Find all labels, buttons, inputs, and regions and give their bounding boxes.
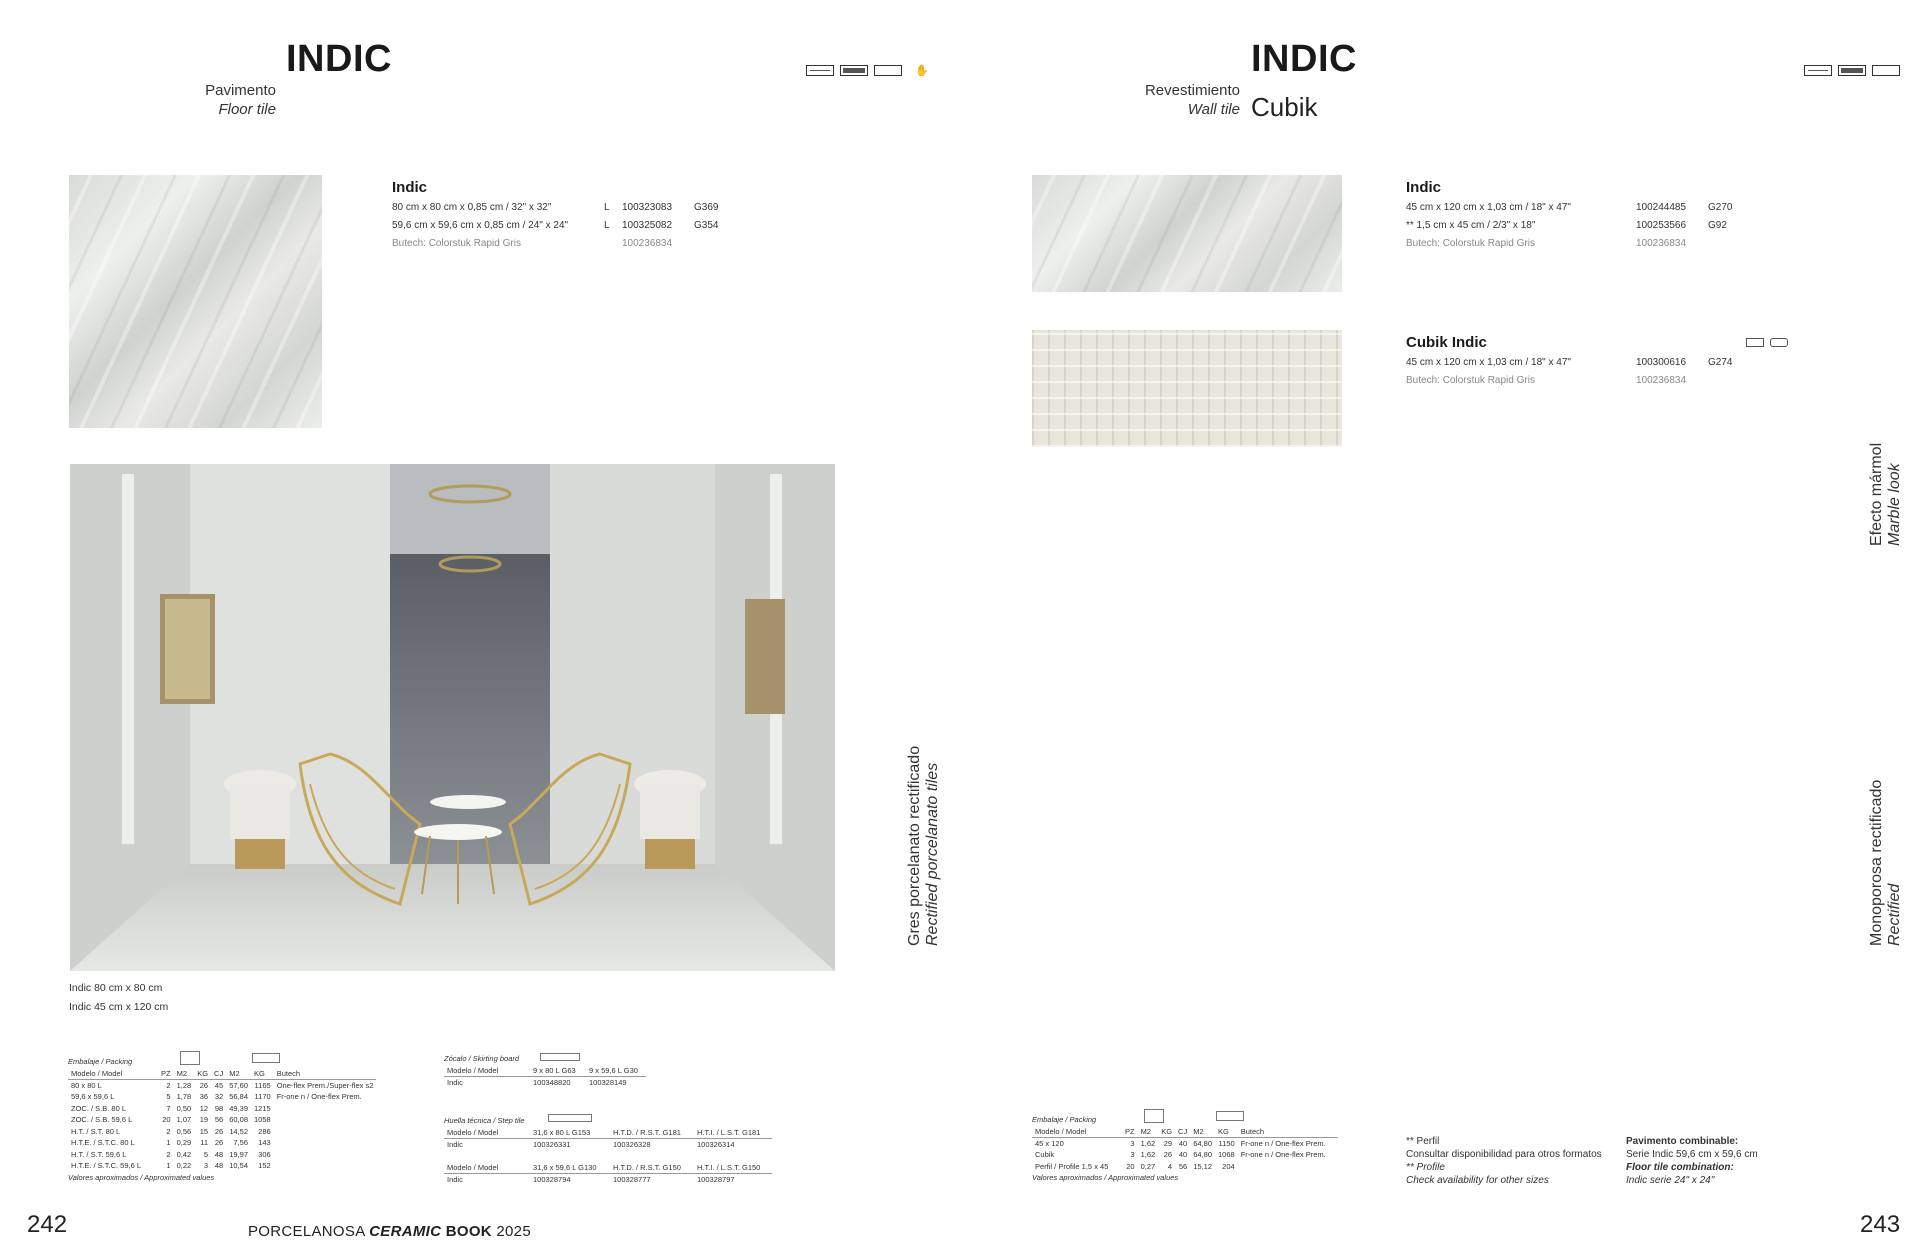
wall-small-icon xyxy=(1746,338,1764,347)
butech-code: 100236834 xyxy=(622,238,673,249)
cell: 100348820 xyxy=(533,1078,571,1087)
right-vertical-label-top xyxy=(1868,443,1904,546)
cell: 100326314 xyxy=(697,1140,735,1149)
cell: 19 xyxy=(199,1115,209,1125)
cell: Fr-one n / One-flex Prem. xyxy=(276,1092,362,1102)
cell: 20 xyxy=(162,1115,171,1125)
cell: 2 xyxy=(166,1081,171,1090)
combination-note xyxy=(1626,1135,1758,1187)
cell: 5 xyxy=(166,1092,171,1102)
cell: 1,78 xyxy=(176,1092,192,1102)
cell: 143 xyxy=(258,1138,271,1148)
vertical-label-en: Marble look xyxy=(1886,463,1903,546)
cell: 29 xyxy=(1163,1139,1173,1148)
caption-line: Indic 80 cm x 80 cm xyxy=(69,982,163,994)
cell: 64,80 xyxy=(1193,1150,1212,1160)
table-row xyxy=(1032,1138,1338,1150)
spec-flag: L xyxy=(604,220,610,231)
floor-icon xyxy=(806,65,834,76)
col-header: Modelo / Model xyxy=(444,1127,530,1139)
cell: 5 xyxy=(203,1149,209,1159)
col-header: Modelo / Model xyxy=(444,1065,530,1077)
cell: 0,29 xyxy=(176,1138,192,1148)
cell: 100328794 xyxy=(533,1174,571,1184)
spec-row-butech xyxy=(1406,372,1736,390)
butech-code: 100236834 xyxy=(1636,375,1687,386)
left-subtitle-en: Floor tile xyxy=(218,101,276,118)
cell: 1058 xyxy=(254,1115,271,1125)
cubik-indic-tile-swatch xyxy=(1032,330,1342,447)
cell: 4 xyxy=(1167,1161,1173,1171)
cell: One-flex Prem./Super-flex s2 xyxy=(276,1081,374,1090)
left-series-title: INDIC xyxy=(286,38,392,80)
cell: H.T.E. / S.T.C. 80 L xyxy=(71,1138,135,1148)
cell: 1,07 xyxy=(176,1115,192,1125)
right-product-name-1: Indic xyxy=(1406,179,1442,196)
cell xyxy=(274,1103,377,1115)
cell: 1 xyxy=(166,1161,171,1171)
cell: 15 xyxy=(199,1126,209,1136)
hand-icon: ✋ xyxy=(915,65,929,77)
interior-illustration xyxy=(70,464,835,971)
step-table-block xyxy=(444,1116,772,1185)
cell: 59,6 x 59,6 L xyxy=(71,1092,115,1102)
col-header: CJ xyxy=(211,1068,226,1080)
cell: 26 xyxy=(214,1138,224,1148)
cell: 7,56 xyxy=(233,1138,248,1148)
col-header: CJ xyxy=(1175,1126,1190,1138)
brand-ceramic: CERAMIC xyxy=(369,1223,442,1240)
cell: 26 xyxy=(1163,1150,1173,1160)
left-packing-table-block xyxy=(68,1057,376,1182)
cell: 14,52 xyxy=(229,1126,248,1136)
vertical-label-es: Monoporosa rectificado xyxy=(1868,779,1885,946)
cell: H.T. / S.T. 80 L xyxy=(71,1126,121,1136)
cell: 57,60 xyxy=(229,1081,248,1090)
right-product-2-specs xyxy=(1406,354,1736,390)
butech-code: 100236834 xyxy=(1636,238,1687,249)
right-product-1-specs xyxy=(1406,199,1736,253)
butech-label: Butech: Colorstuk Rapid Gris xyxy=(1406,238,1535,249)
spec-flag: L xyxy=(604,202,610,213)
table-row xyxy=(68,1080,376,1092)
right-icon-row xyxy=(1804,65,1900,76)
cell: 36 xyxy=(199,1092,209,1102)
table-row xyxy=(444,1173,772,1185)
cell: 1,28 xyxy=(176,1081,192,1090)
step-title: Huella técnica / Step tile xyxy=(444,1116,525,1125)
cell: 3 xyxy=(203,1161,209,1171)
spec-row xyxy=(1406,217,1736,235)
cell: ZOC. / S.B. 59,6 L xyxy=(71,1115,133,1125)
cell: 152 xyxy=(258,1161,271,1171)
combo-en: Indic serie 24" x 24" xyxy=(1626,1175,1715,1186)
right-packing-table-block xyxy=(1032,1115,1338,1182)
cell: 1165 xyxy=(254,1081,271,1090)
col-header: M2 xyxy=(1138,1126,1159,1138)
col-header: M2 xyxy=(226,1068,251,1080)
cell: 100328777 xyxy=(613,1174,651,1184)
left-product-name: Indic xyxy=(392,179,428,196)
col-header: H.T.D. / R.S.T. G150 xyxy=(610,1162,694,1174)
indic-wall-tile-swatch xyxy=(1032,175,1342,292)
spec-row xyxy=(392,199,752,217)
col-header: PZ xyxy=(1122,1126,1138,1138)
photo-captions xyxy=(69,979,168,1017)
cell xyxy=(274,1114,377,1126)
left-subtitle-es: Pavimento xyxy=(205,82,276,99)
cell: 2 xyxy=(166,1126,171,1136)
note-perfil-es: Consultar disponibilidad para otros formatos xyxy=(1406,1149,1602,1160)
cell: 48 xyxy=(214,1161,224,1171)
left-packing-table xyxy=(68,1068,376,1172)
cell: 1170 xyxy=(254,1092,271,1102)
right-subtitle-en: Wall tile xyxy=(1187,101,1240,118)
cell: Perfil / Profile 1,5 x 45 xyxy=(1035,1161,1109,1171)
cell: 45 xyxy=(214,1081,224,1090)
skirting-table-block xyxy=(444,1054,646,1088)
butech-label: Butech: Colorstuk Rapid Gris xyxy=(392,238,521,249)
col-header: 31,6 x 80 L G153 xyxy=(530,1127,610,1139)
cell: 60,08 xyxy=(229,1115,248,1125)
cell: ZOC. / S.B. 80 L xyxy=(71,1103,127,1113)
table-row xyxy=(1032,1161,1338,1173)
col-header: Modelo / Model xyxy=(1032,1126,1122,1138)
cell: 1,62 xyxy=(1140,1139,1156,1148)
table-row xyxy=(68,1137,376,1149)
table-header-row xyxy=(1032,1126,1338,1138)
spec-size: ** 1,5 cm x 45 cm / 2/3" x 18" xyxy=(1406,220,1536,231)
cell: Indic xyxy=(447,1078,463,1087)
combo-title-en: Floor tile combination: xyxy=(1626,1162,1734,1173)
cell: 49,39 xyxy=(229,1103,248,1113)
cell: H.T.E. / S.T.C. 59,6 L xyxy=(71,1161,142,1171)
col-header: H.T.D. / R.S.T. G181 xyxy=(610,1127,694,1139)
cell: 98 xyxy=(214,1103,224,1113)
cell: Fr-one n / One-flex Prem. xyxy=(1240,1139,1326,1148)
cell xyxy=(274,1137,377,1149)
cell: 40 xyxy=(1178,1150,1188,1160)
packing-footnote: Valores aproximados / Approximated values xyxy=(68,1172,215,1182)
cell: 1215 xyxy=(254,1103,271,1113)
interior-photo xyxy=(70,464,835,971)
skirting-table xyxy=(444,1065,646,1088)
rectified-icon xyxy=(840,65,868,76)
profile-note xyxy=(1406,1135,1602,1187)
step-table-1 xyxy=(444,1127,772,1185)
table-header-row xyxy=(444,1127,772,1139)
bath-small-icon xyxy=(1770,338,1788,347)
cell: 3 xyxy=(1130,1139,1135,1148)
cell: 11 xyxy=(200,1138,209,1148)
spec-group: G270 xyxy=(1708,202,1733,213)
cell: 64,80 xyxy=(1193,1139,1212,1148)
spec-size: 45 cm x 120 cm x 1,03 cm / 18" x 47" xyxy=(1406,202,1571,213)
col-header: KG xyxy=(1215,1126,1238,1138)
right-series-title: INDIC xyxy=(1251,38,1357,80)
col-header: KG xyxy=(194,1068,211,1080)
col-header: Modelo / Model xyxy=(444,1162,530,1174)
table-row xyxy=(68,1126,376,1138)
right-product-name-2: Cubik Indic xyxy=(1406,334,1487,351)
left-product-specs xyxy=(392,199,752,253)
col-header: PZ xyxy=(158,1068,174,1080)
cell: Fr-one n / One-flex Prem. xyxy=(1240,1150,1326,1160)
col-header: H.T.I. / L.S.T. G150 xyxy=(694,1162,772,1174)
left-vertical-label xyxy=(906,746,942,946)
cell: 80 x 80 L xyxy=(71,1081,102,1090)
cell: 0,22 xyxy=(176,1161,192,1171)
col-header: M2 xyxy=(1190,1126,1215,1138)
cell: 40 xyxy=(1178,1139,1188,1148)
combo-es: Serie Indic 59,6 cm x 59,6 cm xyxy=(1626,1149,1758,1160)
col-header: KG xyxy=(251,1068,274,1080)
butech-label: Butech: Colorstuk Rapid Gris xyxy=(1406,375,1535,386)
indic-floor-tile-swatch xyxy=(69,175,322,428)
col-header: 9 x 80 L G63 xyxy=(530,1065,586,1077)
cell: 0,27 xyxy=(1140,1161,1156,1171)
footer-brand xyxy=(248,1223,531,1240)
cell: 45 x 120 xyxy=(1035,1139,1064,1148)
caption-line: Indic 45 cm x 120 cm xyxy=(69,1001,169,1013)
right-packing-table xyxy=(1032,1126,1338,1172)
note-profile-en: Check availability for other sizes xyxy=(1406,1175,1549,1186)
cell: 56 xyxy=(1178,1161,1188,1171)
cell: 1,62 xyxy=(1140,1150,1156,1160)
spec-row xyxy=(1406,354,1736,372)
cell: 10,54 xyxy=(229,1161,248,1171)
wall-icon xyxy=(1804,65,1832,76)
cell xyxy=(274,1149,377,1161)
cell xyxy=(274,1160,377,1172)
cell: 26 xyxy=(214,1126,224,1136)
packing-title: Embalaje / Packing xyxy=(1032,1115,1097,1124)
vertical-label-es: Efecto mármol xyxy=(1868,442,1885,546)
cell: 1150 xyxy=(1218,1139,1235,1148)
cell: 2 xyxy=(166,1149,171,1159)
cell: H.T. / S.T. 59,6 L xyxy=(71,1149,127,1159)
cell: 1068 xyxy=(1218,1150,1235,1160)
cell: 100326328 xyxy=(613,1140,651,1149)
plain-tile-icon xyxy=(874,65,902,76)
table-header-row xyxy=(444,1065,646,1077)
cell: 306 xyxy=(258,1149,271,1159)
cell: 32 xyxy=(214,1092,224,1102)
cell: 0,42 xyxy=(176,1149,192,1159)
col-header: 9 x 59,6 L G30 xyxy=(586,1065,646,1077)
spec-size: 80 cm x 80 cm x 0,85 cm / 32" x 32" xyxy=(392,202,552,213)
brand-name: PORCELANOSA xyxy=(248,1223,365,1240)
brand-year: 2025 xyxy=(496,1223,531,1240)
spec-size: 59,6 cm x 59,6 cm x 0,85 cm / 24" x 24" xyxy=(392,220,569,231)
table-row xyxy=(68,1091,376,1103)
cell: 286 xyxy=(258,1126,271,1136)
table-row xyxy=(68,1114,376,1126)
vertical-label-en: Rectified xyxy=(1886,883,1903,946)
vertical-label-en: Rectified porcelanato tiles xyxy=(924,762,941,946)
col-header: 31,6 x 59,6 L G130 xyxy=(530,1162,610,1174)
table-row xyxy=(68,1103,376,1115)
cell: Indic xyxy=(447,1174,463,1184)
cubik-icon-row xyxy=(1746,338,1788,347)
spec-row-butech xyxy=(392,235,752,253)
table-header-row xyxy=(444,1162,772,1174)
cell: 0,56 xyxy=(176,1126,192,1136)
cell: 204 xyxy=(1222,1161,1235,1171)
spec-row xyxy=(1406,199,1736,217)
cell: 12 xyxy=(199,1103,209,1113)
cell: 20 xyxy=(1126,1161,1135,1171)
right-subtitle-es: Revestimiento xyxy=(1144,82,1240,99)
cell: 7 xyxy=(166,1103,171,1113)
spec-code: 100325082 xyxy=(622,220,673,231)
spec-group: G354 xyxy=(694,220,719,231)
table-row xyxy=(68,1160,376,1172)
col-header: Butech xyxy=(1238,1126,1338,1138)
right-series-subtitle: Cubik xyxy=(1251,92,1318,122)
left-icon-row xyxy=(806,65,936,78)
col-header: Butech xyxy=(274,1068,377,1080)
rectified-icon xyxy=(1838,65,1866,76)
cell xyxy=(274,1126,377,1138)
page-number-left: 242 xyxy=(27,1211,68,1238)
brand-book: BOOK xyxy=(445,1223,492,1240)
spec-group: G369 xyxy=(694,202,719,213)
table-header-row xyxy=(68,1068,376,1080)
skirting-title: Zócalo / Skirting board xyxy=(444,1054,520,1063)
cell: 100328797 xyxy=(697,1174,735,1184)
table-row xyxy=(444,1077,646,1089)
cell: 3 xyxy=(1130,1150,1135,1160)
combo-title: Pavimento combinable: xyxy=(1626,1136,1739,1147)
note-profile: ** Profile xyxy=(1406,1162,1445,1173)
spec-code: 100323083 xyxy=(622,202,673,213)
cell: Cubik xyxy=(1035,1150,1055,1160)
spec-group: G274 xyxy=(1708,357,1733,368)
cell: 56 xyxy=(214,1115,224,1125)
cell: 100326331 xyxy=(533,1140,571,1149)
spec-group: G92 xyxy=(1708,220,1727,231)
cell: 100328149 xyxy=(589,1078,627,1087)
col-header: M2 xyxy=(174,1068,195,1080)
note-perfil: ** Perfil xyxy=(1406,1136,1440,1147)
spec-code: 100253566 xyxy=(1636,220,1687,231)
spec-row xyxy=(392,217,752,235)
cell: 15,12 xyxy=(1193,1161,1212,1171)
col-header: H.T.I. / L.S.T. G181 xyxy=(694,1127,772,1139)
page-number-right: 243 xyxy=(1860,1211,1901,1238)
col-header: Modelo / Model xyxy=(68,1068,158,1080)
packing-title: Embalaje / Packing xyxy=(68,1057,133,1066)
table-row xyxy=(444,1139,772,1151)
cell: 26 xyxy=(199,1081,209,1090)
packing-footnote: Valores aproximados / Approximated values xyxy=(1032,1173,1179,1182)
cell: 1 xyxy=(166,1138,171,1148)
cell xyxy=(1238,1161,1338,1173)
vertical-label-es: Gres porcelanato rectificado xyxy=(906,745,923,946)
cell: 0,50 xyxy=(176,1103,192,1113)
table-row xyxy=(68,1149,376,1161)
cell: 56,84 xyxy=(229,1092,248,1102)
col-header: KG xyxy=(1158,1126,1175,1138)
right-vertical-label-bottom xyxy=(1868,780,1904,946)
cell: 48 xyxy=(214,1149,224,1159)
table-row xyxy=(1032,1149,1338,1161)
spec-code: 100244485 xyxy=(1636,202,1687,213)
spec-size: 45 cm x 120 cm x 1,03 cm / 18" x 47" xyxy=(1406,357,1571,368)
cell: 19,97 xyxy=(229,1149,248,1159)
plain-tile-icon xyxy=(1872,65,1900,76)
spec-row-butech xyxy=(1406,235,1736,253)
spec-code: 100300616 xyxy=(1636,357,1687,368)
cell: Indic xyxy=(447,1140,463,1149)
